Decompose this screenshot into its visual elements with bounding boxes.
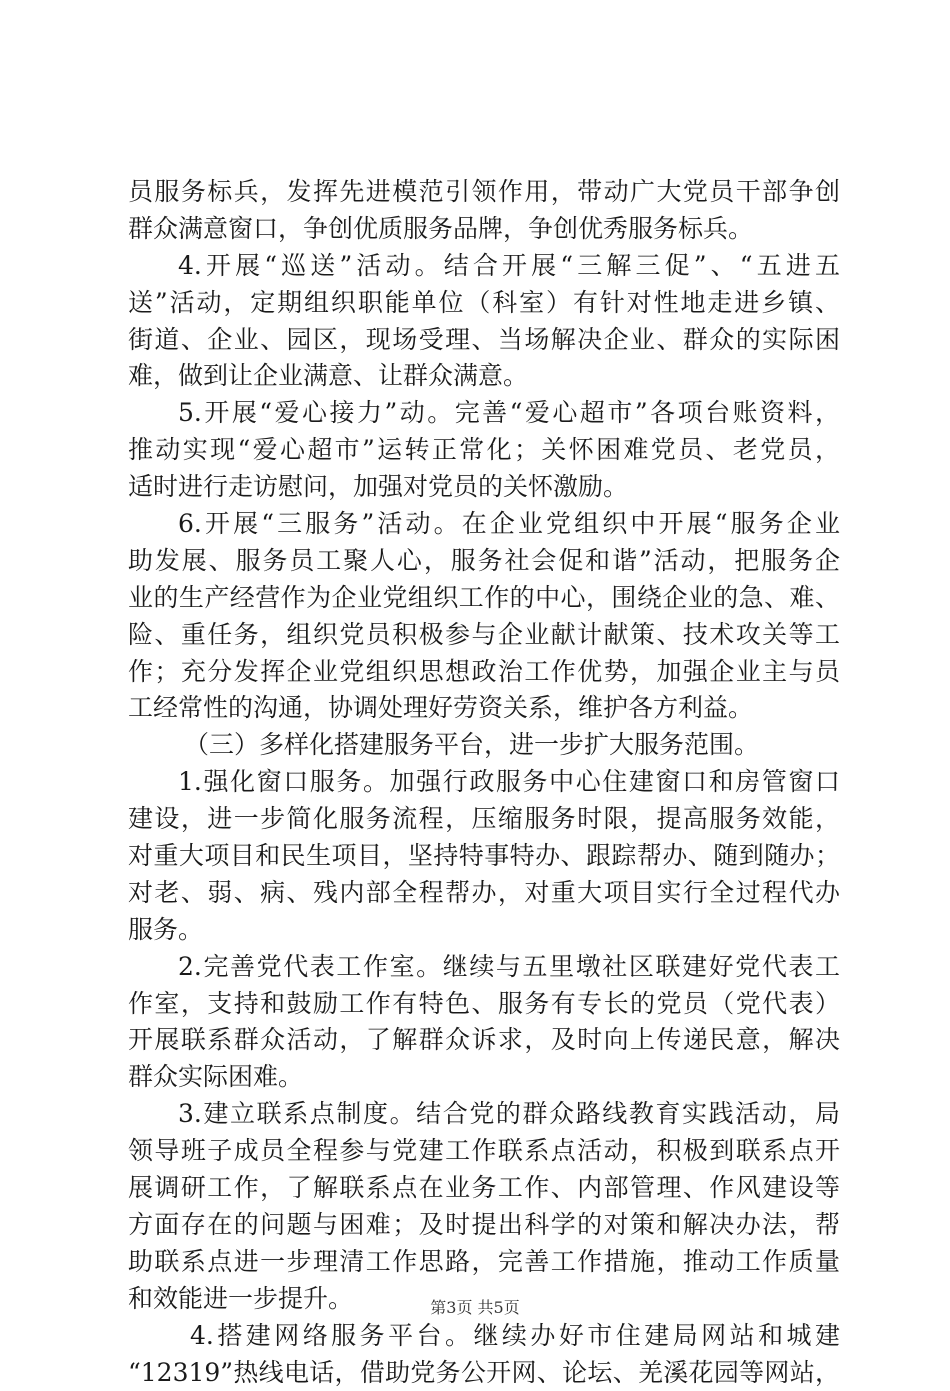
text-line: 适时进行走访慰问，加强对党员的关怀激励。	[128, 469, 840, 506]
text-line: 险、重任务，组织党员积极参与企业献计献策、技术攻关等工	[128, 617, 840, 654]
text-line: 助联系点进一步理清工作思路，完善工作措施，推动工作质量	[128, 1244, 840, 1281]
text-line: 4.搭建网络服务平台。继续办好市住建局网站和城建	[128, 1318, 840, 1355]
text-line: 2.完善党代表工作室。继续与五里墩社区联建好党代表工	[128, 949, 840, 986]
text-line: 对重大项目和民生项目，坚持特事特办、跟踪帮办、随到随办；	[128, 838, 840, 875]
text-line: 送”活动，定期组织职能单位（科室）有针对性地走进乡镇、	[128, 285, 840, 322]
text-line: 服务。	[128, 912, 840, 949]
text-line: 对老、弱、病、残内部全程帮办，对重大项目实行全过程代办	[128, 875, 840, 912]
text-line: 助发展、服务员工聚人心，服务社会促和谐”活动，把服务企	[128, 543, 840, 580]
text-line: 和效能进一步提升。	[128, 1281, 840, 1318]
document-body	[128, 174, 840, 1391]
text-line: “12319”热线电话，借助党务公开网、论坛、羌溪花园等网站，	[128, 1355, 840, 1391]
text-line: 员服务标兵，发挥先进模范引领作用，带动广大党员干部争创	[128, 174, 840, 211]
text-line: 街道、企业、园区，现场受理、当场解决企业、群众的实际困	[128, 322, 840, 359]
text-line: 展调研工作，了解联系点在业务工作、内部管理、作风建设等	[128, 1170, 840, 1207]
text-line: 4.开展“巡送”活动。结合开展“三解三促”、“五进五	[128, 248, 840, 285]
text-line: 难，做到让企业满意、让群众满意。	[128, 358, 840, 395]
text-line: （三）多样化搭建服务平台，进一步扩大服务范围。	[128, 727, 840, 764]
text-line: 5.开展“爱心接力”动。完善“爱心超市”各项台账资料，	[128, 395, 840, 432]
text-line: 建设，进一步简化服务流程，压缩服务时限，提高服务效能，	[128, 801, 840, 838]
text-line: 推动实现“爱心超市”运转正常化；关怀困难党员、老党员，	[128, 432, 840, 469]
text-line: 作；充分发挥企业党组织思想政治工作优势，加强企业主与员	[128, 654, 840, 691]
text-line: 群众实际困难。	[128, 1059, 840, 1096]
text-line: 1.强化窗口服务。加强行政服务中心住建窗口和房管窗口	[128, 764, 840, 801]
page-footer: 第3页 共5页	[0, 1295, 950, 1318]
text-line: 方面存在的问题与困难；及时提出科学的对策和解决办法，帮	[128, 1207, 840, 1244]
text-line: 业的生产经营作为企业党组织工作的中心，围绕企业的急、难、	[128, 580, 840, 617]
text-line: 群众满意窗口，争创优质服务品牌，争创优秀服务标兵。	[128, 211, 840, 248]
text-line: 领导班子成员全程参与党建工作联系点活动，积极到联系点开	[128, 1133, 840, 1170]
text-line: 工经常性的沟通，协调处理好劳资关系，维护各方利益。	[128, 690, 840, 727]
text-line: 3.建立联系点制度。结合党的群众路线教育实践活动，局	[128, 1096, 840, 1133]
text-line: 开展联系群众活动，了解群众诉求，及时向上传递民意，解决	[128, 1022, 840, 1059]
text-line: 作室，支持和鼓励工作有特色、服务有专长的党员（党代表）	[128, 986, 840, 1023]
text-line: 6.开展“三服务”活动。在企业党组织中开展“服务企业	[128, 506, 840, 543]
